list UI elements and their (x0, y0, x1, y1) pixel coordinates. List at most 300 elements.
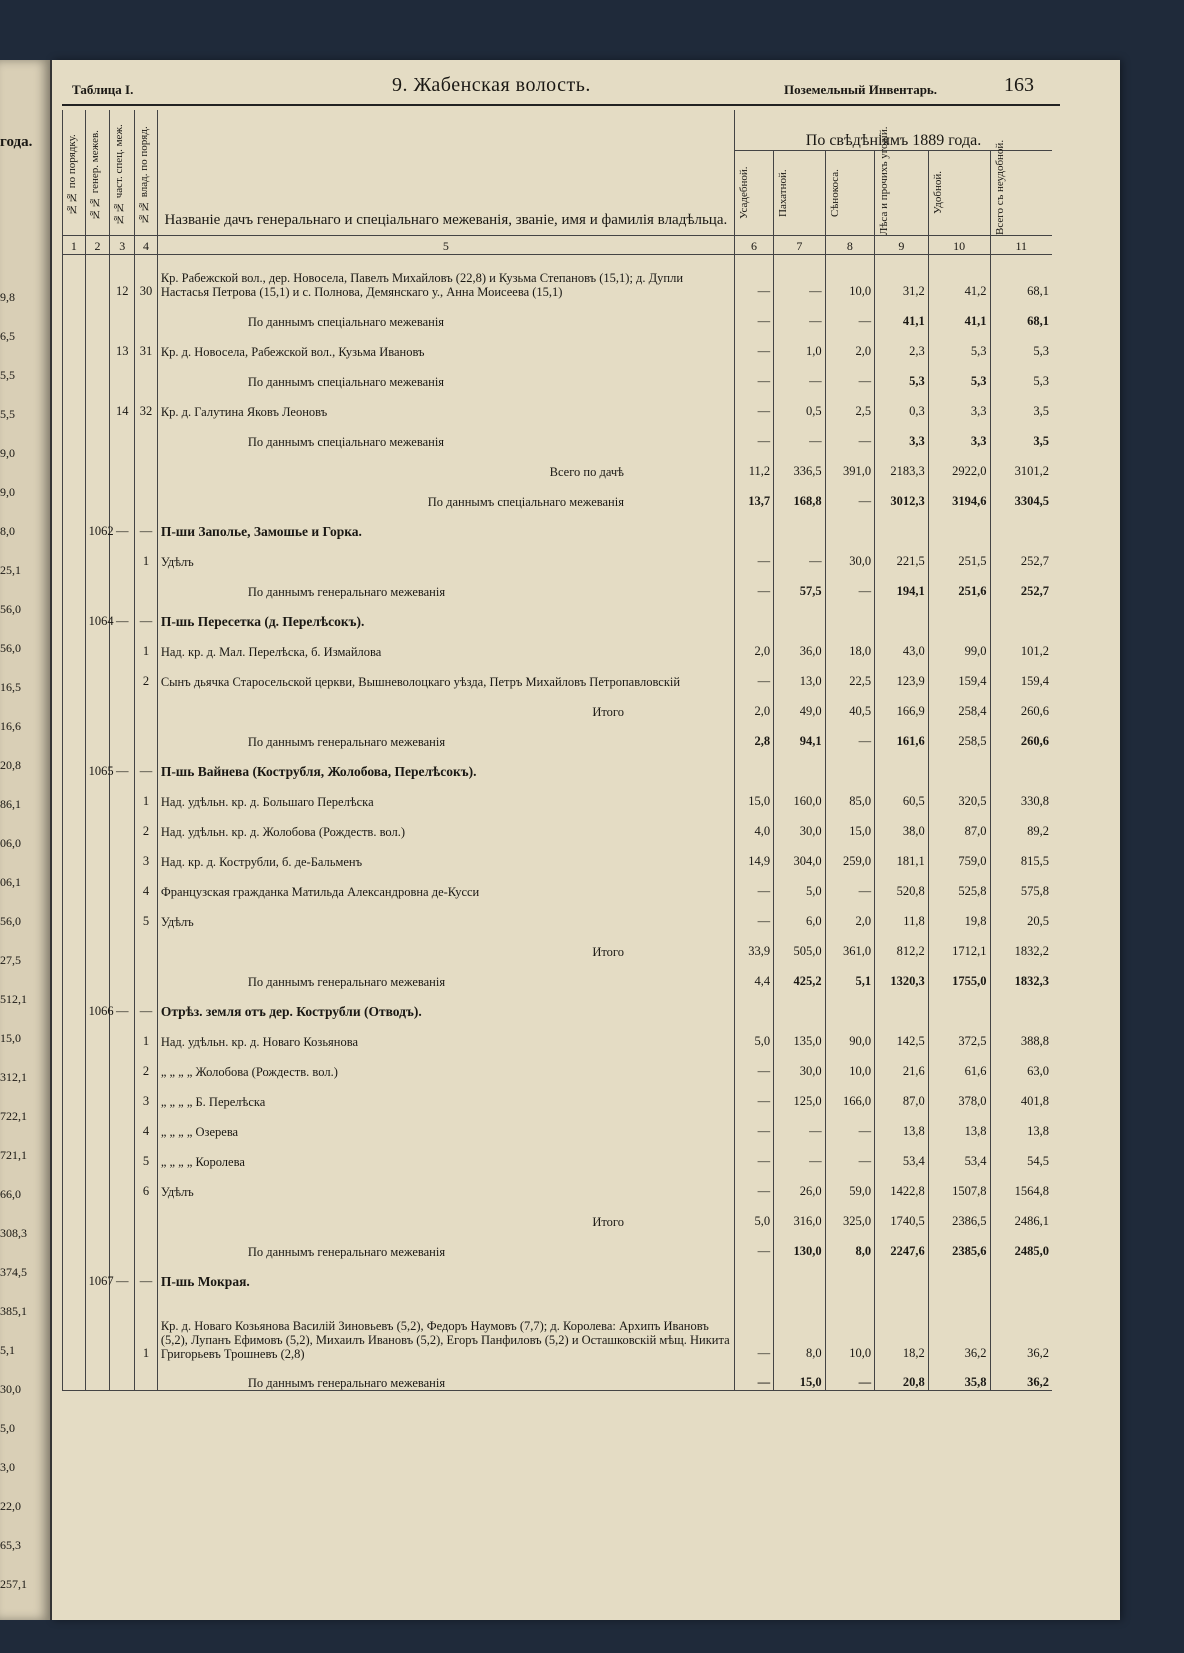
cell-special-survey: — (110, 1259, 135, 1289)
cell-special-survey (110, 1139, 135, 1169)
cell-value: 41,1 (928, 299, 990, 329)
cell-value: 1422,8 (875, 1169, 929, 1199)
cell-value: 30,0 (774, 809, 826, 839)
table-row (63, 509, 1053, 539)
cell-owner-order: 4 (135, 869, 158, 899)
cell-owner-order: 2 (135, 659, 158, 689)
inventory-table (62, 110, 1052, 1391)
cell-owner-order (135, 689, 158, 719)
cell-special-survey (110, 1109, 135, 1139)
cell-value: 1320,3 (875, 959, 929, 989)
cell-value: 388,8 (990, 1019, 1052, 1049)
cell-special-survey (110, 839, 135, 869)
cell-value: 4,0 (734, 809, 773, 839)
cell-value: 68,1 (990, 299, 1052, 329)
cell-general-survey (85, 1019, 110, 1049)
cell-order (63, 569, 86, 599)
column-number: 2 (85, 236, 110, 255)
left-page-value: 3,0 (0, 1460, 15, 1474)
cell-owner-order (135, 359, 158, 389)
cell-value: — (825, 719, 874, 749)
cell-value: 2183,3 (875, 449, 929, 479)
cell-value: — (774, 255, 826, 299)
cell-special-survey (110, 719, 135, 749)
table-row (63, 1361, 1053, 1391)
cell-value: 123,9 (875, 659, 929, 689)
cell-special-survey (110, 539, 135, 569)
column-number: 11 (990, 236, 1052, 255)
cell-value (774, 1259, 826, 1289)
cell-description: Кр. д. Новосела, Рабежской вол., Кузьма Ивановъ (157, 329, 734, 359)
cell-owner-order (135, 959, 158, 989)
cell-value: — (825, 1109, 874, 1139)
cell-value: 10,0 (825, 255, 874, 299)
cell-owner-order (135, 479, 158, 509)
cell-value: 5,3 (875, 359, 929, 389)
cell-value: 159,4 (990, 659, 1052, 689)
cell-value: — (734, 869, 773, 899)
left-page-value: 5,0 (0, 1421, 15, 1435)
cell-description: Итого (157, 929, 734, 959)
cell-general-survey (85, 1079, 110, 1109)
cell-value: 166,9 (875, 689, 929, 719)
left-page-value: 16,5 (0, 680, 21, 694)
cell-owner-order (135, 719, 158, 749)
cell-general-survey (85, 255, 110, 299)
cell-value: 40,5 (825, 689, 874, 719)
cell-value: — (825, 479, 874, 509)
cell-description: „ „ „ „ Жолобова (Рождеств. вол.) (157, 1049, 734, 1079)
cell-value (734, 509, 773, 539)
col-header-hayfield: Сѣнокоса. (825, 151, 874, 236)
cell-order (63, 539, 86, 569)
cell-value: — (825, 299, 874, 329)
cell-value: 181,1 (875, 839, 929, 869)
cell-description: Кр. Рабежской вол., дер. Новосела, Павелъ Михайловъ (22,8) и Кузьма Степановъ (15,1); д. Дупли Настасья Петрова (15,1) и с. Полнова, Демянскаго у., Анна Моисеева (15,1) (157, 255, 734, 299)
cell-value: — (734, 1169, 773, 1199)
cell-general-survey (85, 539, 110, 569)
left-page-value: 16,6 (0, 719, 21, 733)
column-number: 9 (875, 236, 929, 255)
table-row (63, 659, 1053, 689)
left-page-value: 5,1 (0, 1343, 15, 1357)
cell-value (734, 749, 773, 779)
cell-description: Кр. д. Галутина Яковъ Леоновъ (157, 389, 734, 419)
cell-value: 10,0 (825, 1049, 874, 1079)
cell-value: 41,1 (875, 299, 929, 329)
cell-value: — (774, 539, 826, 569)
cell-value: 2,0 (825, 329, 874, 359)
cell-value: 336,5 (774, 449, 826, 479)
left-page-value: 385,1 (0, 1304, 27, 1318)
cell-value (825, 509, 874, 539)
cell-value: — (734, 419, 773, 449)
cell-value: 160,0 (774, 779, 826, 809)
cell-value: 90,0 (825, 1019, 874, 1049)
cell-general-survey (85, 959, 110, 989)
cell-value: — (734, 359, 773, 389)
cell-value: 21,6 (875, 1049, 929, 1079)
cell-value (734, 599, 773, 629)
cell-value (825, 989, 874, 1019)
cell-value: 3101,2 (990, 449, 1052, 479)
left-page-value: 9,0 (0, 485, 15, 499)
cell-value: 8,0 (825, 1229, 874, 1259)
table-row (63, 809, 1053, 839)
cell-value (990, 599, 1052, 629)
cell-value: 252,7 (990, 569, 1052, 599)
cell-description: По даннымъ генеральнаго межеванія (157, 959, 734, 989)
cell-description: П-шь Мокрая. (157, 1259, 734, 1289)
cell-owner-order: 3 (135, 1079, 158, 1109)
cell-description: „ „ „ „ Б. Перелѣска (157, 1079, 734, 1109)
cell-value: — (825, 419, 874, 449)
table-row (63, 539, 1053, 569)
left-page-value: 27,5 (0, 953, 21, 967)
running-head: Поземельный Инвентарь. (784, 82, 938, 97)
cell-value: 87,0 (875, 1079, 929, 1109)
cell-value (928, 599, 990, 629)
cell-order (63, 1361, 86, 1391)
left-page-value: 22,0 (0, 1499, 21, 1513)
cell-order (63, 359, 86, 389)
cell-special-survey (110, 629, 135, 659)
cell-value: 60,5 (875, 779, 929, 809)
cell-value (875, 749, 929, 779)
cell-owner-order: 3 (135, 839, 158, 869)
cell-general-survey (85, 659, 110, 689)
cell-description: Над. кр. д. Кострубли, б. де-Бальменъ (157, 839, 734, 869)
cell-value (990, 509, 1052, 539)
left-page-value: 512,1 (0, 992, 27, 1006)
cell-value: 812,2 (875, 929, 929, 959)
cell-order (63, 479, 86, 509)
cell-special-survey (110, 479, 135, 509)
cell-value: 5,3 (928, 359, 990, 389)
cell-special-survey: — (110, 749, 135, 779)
cell-special-survey (110, 869, 135, 899)
table-row (63, 389, 1053, 419)
cell-order (63, 1289, 86, 1361)
cell-value: 258,4 (928, 689, 990, 719)
cell-value: 36,2 (990, 1289, 1052, 1361)
cell-value (875, 509, 929, 539)
cell-order (63, 449, 86, 479)
cell-value: 94,1 (774, 719, 826, 749)
left-page-value: 8,0 (0, 524, 15, 538)
cell-value: 1832,2 (990, 929, 1052, 959)
cell-value: 2386,5 (928, 1199, 990, 1229)
cell-special-survey (110, 299, 135, 329)
cell-value: 26,0 (774, 1169, 826, 1199)
table-row (63, 929, 1053, 959)
cell-value: 5,0 (734, 1199, 773, 1229)
column-number: 6 (734, 236, 773, 255)
cell-special-survey: 13 (110, 329, 135, 359)
cell-special-survey (110, 929, 135, 959)
cell-value: 5,0 (774, 869, 826, 899)
left-page-value: 722,1 (0, 1109, 27, 1123)
cell-value: 63,0 (990, 1049, 1052, 1079)
cell-value: 3194,6 (928, 479, 990, 509)
cell-description: Французская гражданка Матильда Александровна де-Кусси (157, 869, 734, 899)
table-row (63, 1109, 1053, 1139)
cell-special-survey (110, 1079, 135, 1109)
cell-order (63, 1019, 86, 1049)
cell-value: — (734, 1079, 773, 1109)
col-header-title: Названіе дачъ генеральнаго и спеціальнаго межеванія, званіе, имя и фамилія владѣльца. (157, 110, 734, 236)
table-row (63, 419, 1053, 449)
cell-value: 101,2 (990, 629, 1052, 659)
cell-value: — (734, 1139, 773, 1169)
cell-value (928, 989, 990, 1019)
cell-owner-order: 30 (135, 255, 158, 299)
cell-value: 2,0 (734, 629, 773, 659)
cell-order (63, 839, 86, 869)
cell-value (825, 599, 874, 629)
cell-value: 43,0 (875, 629, 929, 659)
cell-owner-order (135, 299, 158, 329)
cell-value (734, 989, 773, 1019)
table-row (63, 1169, 1053, 1199)
cell-special-survey (110, 689, 135, 719)
cell-value: 304,0 (774, 839, 826, 869)
cell-value (875, 1259, 929, 1289)
cell-value: 142,5 (875, 1019, 929, 1049)
cell-value: — (774, 359, 826, 389)
cell-description: По даннымъ спеціальнаго межеванія (157, 479, 734, 509)
left-page-value: 308,3 (0, 1226, 27, 1240)
table-label: Таблица I. (72, 82, 134, 97)
cell-value: 3,5 (990, 389, 1052, 419)
cell-description: По даннымъ спеціальнаго межеванія (157, 419, 734, 449)
cell-owner-order: 2 (135, 809, 158, 839)
cell-description: Сынъ дьячка Старосельской церкви, Вышневолоцкаго уѣзда, Петръ Михайловъ Петропавловскій (157, 659, 734, 689)
cell-value: 2,0 (734, 689, 773, 719)
cell-order (63, 869, 86, 899)
cell-special-survey (110, 959, 135, 989)
cell-value: 35,8 (928, 1361, 990, 1391)
cell-general-survey (85, 1229, 110, 1259)
cell-value: 3012,3 (875, 479, 929, 509)
cell-general-survey (85, 1139, 110, 1169)
cell-owner-order: 32 (135, 389, 158, 419)
cell-owner-order: — (135, 599, 158, 629)
table-row (63, 1019, 1053, 1049)
left-page-edge (0, 60, 53, 1620)
cell-owner-order (135, 1229, 158, 1259)
cell-value: 2485,0 (990, 1229, 1052, 1259)
cell-description: П-ши Заполье, Замошье и Горка. (157, 509, 734, 539)
cell-value (928, 1259, 990, 1289)
cell-value: 5,1 (825, 959, 874, 989)
cell-value: 361,0 (825, 929, 874, 959)
cell-owner-order: 5 (135, 1139, 158, 1169)
cell-value: 2,5 (825, 389, 874, 419)
cell-description: Кр. д. Новаго Козьянова Василій Зиновьевъ (5,2), Федоръ Наумовъ (7,7); д. Королева: Архипъ Ивановъ (5,2), Лупанъ Ефимовъ (5,2), Михаилъ Ивановъ (5,2), Егоръ Панфиловъ (5,2) и Осташковскій мѣщ. Никита Григорьевъ Трошневъ (2,8) (157, 1289, 734, 1361)
cell-special-survey: 12 (110, 255, 135, 299)
cell-order (63, 1199, 86, 1229)
table-row (63, 629, 1053, 659)
cell-value: 2922,0 (928, 449, 990, 479)
page-number: 163 (1004, 74, 1034, 96)
cell-general-survey: 1062 (85, 509, 110, 539)
cell-order (63, 255, 86, 299)
left-page-value: 5,5 (0, 368, 15, 382)
cell-general-survey (85, 449, 110, 479)
left-page-value: 06,0 (0, 836, 21, 850)
cell-value (774, 749, 826, 779)
cell-special-survey (110, 569, 135, 599)
cell-special-survey (110, 1229, 135, 1259)
cell-value: 13,7 (734, 479, 773, 509)
cell-general-survey (85, 479, 110, 509)
cell-value: — (734, 1289, 773, 1361)
cell-value: 159,4 (928, 659, 990, 689)
cell-special-survey (110, 1019, 135, 1049)
left-page-value: 65,3 (0, 1538, 21, 1552)
cell-value: 520,8 (875, 869, 929, 899)
cell-special-survey (110, 1169, 135, 1199)
table-row (63, 1289, 1053, 1361)
cell-value: — (734, 1229, 773, 1259)
cell-order (63, 689, 86, 719)
cell-order (63, 1049, 86, 1079)
left-page-value: 721,1 (0, 1148, 27, 1162)
cell-value: 505,0 (774, 929, 826, 959)
cell-value: 401,8 (990, 1079, 1052, 1109)
col-header-estate: Усадебной. (734, 151, 773, 236)
left-page-value: 257,1 (0, 1577, 27, 1591)
cell-value: 13,0 (774, 659, 826, 689)
cell-special-survey (110, 1199, 135, 1229)
cell-description: Удѣлъ (157, 1169, 734, 1199)
cell-value: 30,0 (825, 539, 874, 569)
cell-value: 68,1 (990, 255, 1052, 299)
column-number: 3 (110, 236, 135, 255)
cell-value: 194,1 (875, 569, 929, 599)
cell-value: 1712,1 (928, 929, 990, 959)
table-row (63, 899, 1053, 929)
cell-general-survey (85, 359, 110, 389)
cell-value (734, 1259, 773, 1289)
cell-value: 33,9 (734, 929, 773, 959)
cell-owner-order: — (135, 509, 158, 539)
table-row (63, 779, 1053, 809)
column-number: 4 (135, 236, 158, 255)
cell-value: 2247,6 (875, 1229, 929, 1259)
column-number: 8 (825, 236, 874, 255)
cell-value: 2,0 (825, 899, 874, 929)
cell-value: 19,8 (928, 899, 990, 929)
cell-general-survey (85, 1049, 110, 1079)
cell-value: 18,0 (825, 629, 874, 659)
cell-value: 5,0 (734, 1019, 773, 1049)
left-page-value: 66,0 (0, 1187, 21, 1201)
cell-value: 6,0 (774, 899, 826, 929)
cell-value: 1740,5 (875, 1199, 929, 1229)
cell-value: 815,5 (990, 839, 1052, 869)
cell-order (63, 809, 86, 839)
left-page-value: 30,0 (0, 1382, 21, 1396)
cell-value: 2486,1 (990, 1199, 1052, 1229)
table-row (63, 1079, 1053, 1109)
cell-value: 260,6 (990, 719, 1052, 749)
cell-value: 221,5 (875, 539, 929, 569)
cell-special-survey (110, 359, 135, 389)
cell-general-survey (85, 389, 110, 419)
cell-value: 5,3 (990, 359, 1052, 389)
left-page-value: 56,0 (0, 914, 21, 928)
cell-value: 4,4 (734, 959, 773, 989)
cell-value: 251,5 (928, 539, 990, 569)
cell-value: 166,0 (825, 1079, 874, 1109)
cell-value: — (825, 569, 874, 599)
cell-value (928, 509, 990, 539)
table-row (63, 1229, 1053, 1259)
left-page-value: 06,1 (0, 875, 21, 889)
cell-owner-order: 1 (135, 1289, 158, 1361)
cell-order (63, 929, 86, 959)
cell-general-survey: 1067 (85, 1259, 110, 1289)
cell-order (63, 419, 86, 449)
cell-general-survey: 1066 (85, 989, 110, 1019)
cell-value: — (774, 419, 826, 449)
cell-order (63, 659, 86, 689)
table-row (63, 869, 1053, 899)
cell-description: Над. удѣльн. кр. д. Жолобова (Рождеств. вол.) (157, 809, 734, 839)
left-page-value: 9,0 (0, 446, 15, 460)
cell-description: Удѣлъ (157, 539, 734, 569)
cell-owner-order (135, 569, 158, 599)
cell-order (63, 389, 86, 419)
cell-value: — (825, 1361, 874, 1391)
cell-description: Над. удѣльн. кр. д. Большаго Перелѣска (157, 779, 734, 809)
table-row (63, 839, 1053, 869)
cell-value (774, 509, 826, 539)
cell-description: Удѣлъ (157, 899, 734, 929)
cell-owner-order: 1 (135, 629, 158, 659)
cell-general-survey (85, 689, 110, 719)
cell-value: 372,5 (928, 1019, 990, 1049)
left-page-value: 5,5 (0, 407, 15, 421)
cell-order (63, 509, 86, 539)
cell-value: 259,0 (825, 839, 874, 869)
column-number: 5 (157, 236, 734, 255)
left-page-value: 86,1 (0, 797, 21, 811)
cell-order (63, 629, 86, 659)
cell-value: 20,8 (875, 1361, 929, 1391)
cell-value: — (734, 1109, 773, 1139)
cell-value (774, 989, 826, 1019)
cell-general-survey (85, 779, 110, 809)
cell-special-survey (110, 1361, 135, 1391)
cell-value: 2,8 (734, 719, 773, 749)
cell-description: „ „ „ „ Королева (157, 1139, 734, 1169)
cell-special-survey (110, 449, 135, 479)
cell-description: Над. удѣльн. кр. д. Новаго Козьянова (157, 1019, 734, 1049)
cell-value: 11,2 (734, 449, 773, 479)
column-number: 10 (928, 236, 990, 255)
table-row (63, 299, 1053, 329)
cell-owner-order (135, 419, 158, 449)
cell-order (63, 1259, 86, 1289)
cell-general-survey (85, 719, 110, 749)
cell-value: 3,3 (928, 389, 990, 419)
cell-owner-order (135, 1199, 158, 1229)
cell-description: Отрѣз. земля отъ дер. Кострубли (Отводъ). (157, 989, 734, 1019)
table-row (63, 599, 1053, 629)
